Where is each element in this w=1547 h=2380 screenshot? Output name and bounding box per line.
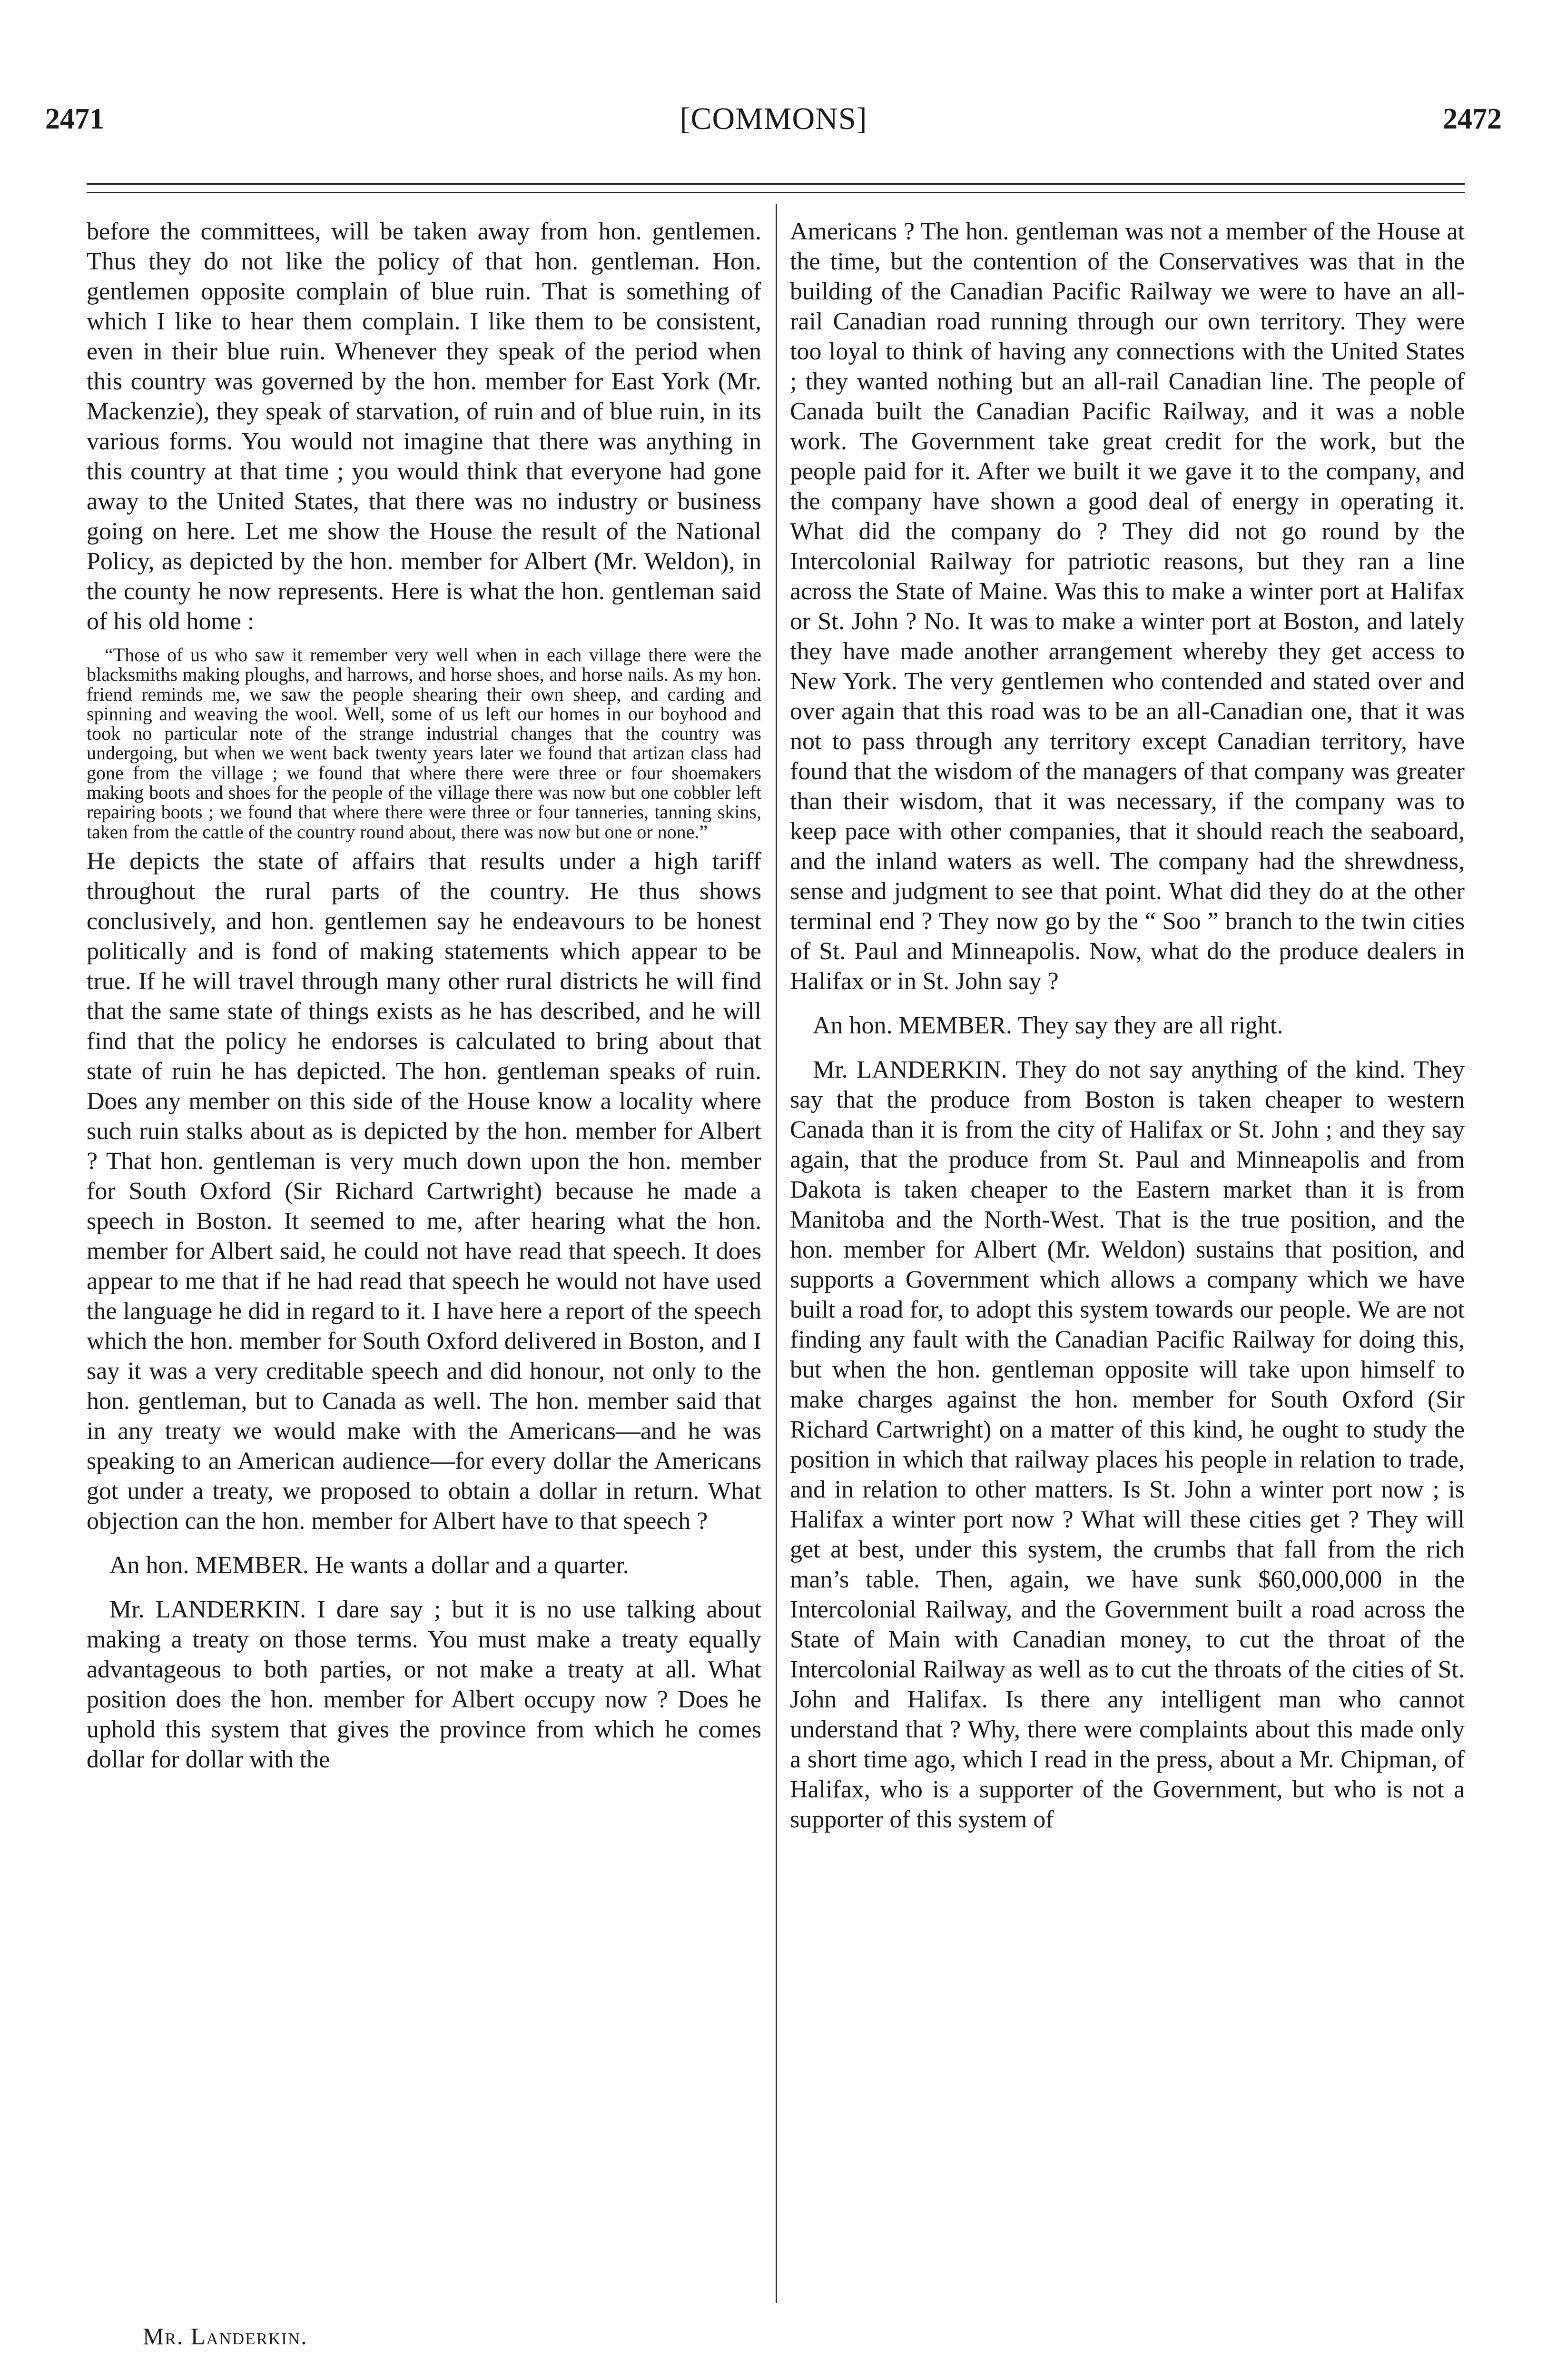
footer-speaker-name: Mr. Landerkin. (143, 2323, 308, 2350)
page-header (0, 0, 1547, 190)
left-speech-member (87, 1550, 761, 1580)
right-paragraph-1: Americans ? The hon. gentleman was not a member of the House at the time, but the contention of the Conservatives was that in the building of the Canadian Pacific Railway we were to have an all-rail Canadian road running through our own territory. They were too loyal to think of having any connections with the United States ; they wanted nothing but an all-rail Canadian line. The people of Canada built the Canadian Pacific Railway, and it was a noble work. The Government take great credit for the work, but the people paid for it. After we built it we gave it to the company, and the company have shown a good deal of energy in operating it. What did the company do ? They did not go round by the Intercolonial Railway for patriotic reasons, but they ran a line across the State of Maine. Was this to make a winter port at Halifax or St. John ? No. It was to make a winter port at Boston, and lately they have made another arrangement whereby they get access to New York. The very gentlemen who contended and stated over and over again that this road was to be an all-Canadian one, that it was not to pass through any territory except Canadian territory, have found that the wisdom of the managers of that company was greater than their wisdom, that it was necessary, if the company was to keep pace with other companies, that it should reach the seaboard, and the inland waters as well. The company had the shrewdness, sense and judgment to see that point. What did they do at the other terminal end ? They now go by the “ Soo ” branch to the twin cities of St. Paul and Minneapolis. Now, what do the produce dealers in Halifax or in St. John say ? (790, 218, 1465, 995)
speech-text: I dare say ; but it is no use talking about making a treaty on those terms. You must make a treaty equally advantageous to both parties, or not make a treaty at all. What position does the hon. member for Albert occupy now ? Does he uphold this system that gives the province from which he comes dollar for dollar with the (87, 1596, 761, 1773)
speech-text: He wants a dollar and a quarter. (315, 1551, 629, 1579)
left-column (87, 217, 761, 1775)
left-paragraph-1: before the committees, will be taken away from hon. gentlemen. Thus they do not like the policy of that hon. gentleman. Hon. gentlemen opposite complain of blue ruin. That is something of which I like to hear them complain. I like them to be consistent, even in their blue ruin. Whenever they speak of the period when this country was governed by the hon. member for East York (Mr. Mackenzie), they speak of starvation, of ruin and of blue ruin, in its various forms. You would not imagine that there was anything in this country at that time ; you would think that everyone had gone away to the United States, that there was no industry or business going on here. Let me show the House the result of the National Policy, as depicted by the hon. member for Albert (Mr. Weldon), in the county he now represents. Here is what the hon. gentleman said of his old home : (87, 218, 761, 635)
page-number-right: 2472 (1443, 103, 1502, 135)
speaker-name: Mr. LANDERKIN. (813, 1056, 1007, 1083)
speaker-name: Mr. LANDERKIN. (109, 1596, 306, 1623)
right-speech-landerkin (790, 1055, 1465, 1835)
header-rule-top (87, 183, 1465, 185)
speaker-name: An hon. MEMBER. (109, 1551, 309, 1579)
page-title: [COMMONS] (680, 101, 867, 136)
left-paragraph-2: He depicts the state of affairs that results under a high tariff throughout the rural parts of the country. He thus shows conclusively, and hon. gentlemen say he endeavours to be honest politically and is fond of making statements which appear to be true. If he will travel through many other rural districts he will find that the same state of things exists as he has described, and he will find that the policy he endorses is calculated to bring about that state of ruin he has depicted. The hon. gentleman speaks of ruin. Does any member on this side of the House know a locality where such ruin stalks about as is depicted by the hon. member for Albert ? That hon. gentleman is very much down upon the hon. member for South Oxford (Sir Richard Cartwright) because he made a speech in Boston. It seemed to me, after hearing what the hon. member for Albert said, he could not have read that speech. It does appear to me that if he had read that speech he would not have used the language he did in regard to it. I have here a report of the speech which the hon. member for South Oxford delivered in Boston, and I say it was a very creditable speech and did honour, not only to the hon. gentleman, but to Canada as well. The hon. member said that in any treaty we would make with the Americans—and he was speaking to an American audience—for every dollar the Americans got under a treaty, we proposed to obtain a dollar in return. What objection can the hon. member for Albert have to that speech ? (87, 847, 761, 1535)
column-divider (776, 204, 777, 2303)
speech-text: They say they are all right. (1017, 1012, 1283, 1039)
speaker-name: An hon. MEMBER. (813, 1012, 1012, 1039)
left-quotation: “Those of us who saw it remember very well when in each village there were the blacksmiths making ploughs, and harrows, and horse shoes, and horse nails. As my hon. friend reminds me, we saw the people shearing their own sheep, and carding and spinning and weaving the wool. Well, some of us left our homes in our boyhood and took no particular note of the strange industrial changes that the country was undergoing, but when we went back twenty years later we found that artizan class had gone from the village ; we found that where there were three or four shoemakers making boots and shoes for the people of the village there was now but one cobbler left repairing boots ; we found that where there were three or four tanneries, tanning skins, taken from the cattle of the country round about, there was now but one or none.” (87, 644, 761, 843)
left-speech-landerkin (87, 1595, 761, 1775)
speech-text: They do not say anything of the kind. They say that the produce from Boston is taken cheaper to western Canada than it is from the city of Halifax or St. John ; and they say again, that the produce from St. Paul and Minneapolis and from Dakota is taken cheaper to the Eastern market than it is from Manitoba and the North-West. That is the true position, and the hon. member for Albert (Mr. Weldon) sustains that position, and supports a Government which allows a company which we have built a road for, to adopt this system towards our people. We are not finding any fault with the Canadian Pacific Railway for doing this, but when the hon. gentleman opposite will take upon himself to make charges against the hon. member for South Oxford (Sir Richard Cartwright) on a matter of this kind, he ought to study the position in which that railway places his people in relation to trade, and in relation to other matters. Is St. John a winter port now ; is Halifax a winter port now ? What will these cities get ? They will get at best, under this system, the crumbs that fall from the rich man’s table. Then, again, we have sunk $60,000,000 in the Intercolonial Railway, and the Government built a road across the State of Main with Canadian money, to cut the throat of the Intercolonial Railway as well as to cut the throats of the cities of St. John and Halifax. Is there any intelligent man who cannot understand that ? Why, there were complaints about this made only a short time ago, which I read in the press, about a Mr. Chipman, of Halifax, who is a supporter of the Government, but who is not a supporter of this system of (790, 1056, 1465, 1833)
header-rule-bottom (87, 192, 1465, 193)
page-number-left: 2471 (45, 103, 104, 135)
right-column (790, 217, 1465, 1835)
right-speech-member (790, 1011, 1465, 1041)
